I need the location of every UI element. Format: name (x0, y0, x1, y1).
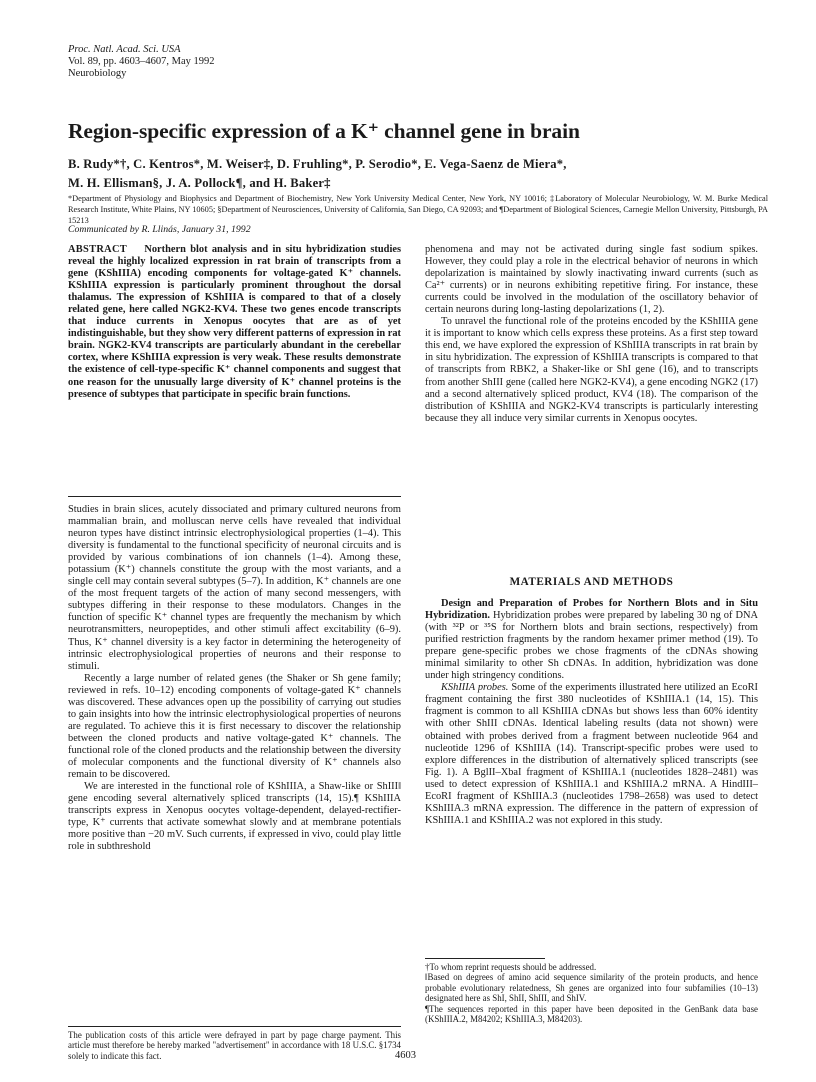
paper-title: Region-specific expression of a K⁺ channel gene in brain (68, 119, 580, 143)
methods-text-1: Hybridization probes were prepared by labeling 30 ng of DNA (with ³²P or ³⁵S for Northern blots and brain sections, respectively) from purified restriction fragments by the random hexamer primer method (19). To prepare gene-specific probes we chose fragments of the cDNAs showing minimal similarity to other Sh cDNAs. In addition, hybridization was done under high stringency conditions. (425, 610, 758, 682)
publication-note-divider (68, 1026, 401, 1027)
subheading-probes: Design and Preparation of Probes for Northern Blots and in Situ Hybridization. (425, 598, 758, 622)
affiliations: *Department of Physiology and Biophysics and Department of Biochemistry, New York University Medical Center, New York, NY 10016; ‡Laboratory of Molecular Neurobiology, W. M. Burke Medical Research Institute, White Plains, NY 10605; §Department of Neurosciences, University of California, San Diego, CA 92093; and ¶Department of Biological Sciences, Carnegie Mellon University, Pittsburgh, PA 15213 (68, 194, 768, 225)
author-line-1: B. Rudy*†, C. Kentros*, M. Weiser‡, D. Fruhling*, P. Serodio*, E. Vega-Saenz de Miera*, (68, 157, 567, 171)
methods-text-2: Some of the experiments illustrated here utilized an EcoRI fragment containing the first 380 nucleotides of KShIIIA.1 (14, 15). This fragment is common to all KShIIIA cDNAs but shows less than 60% identity with other ShIII cDNAs. Identical labeling results (data not shown) were obtained with probes derived from a fragment between nucleotide 964 and nucleotide 1296 of KShIIIA (14). Transcript-specific probes were used to explore differences in the distribution of alternatively spliced transcripts (see Fig. 1). A BglII–XbaI fragment of KShIIIA.1 (nucleotides 1828–2481) was used to detect expression of KShIIIA.1 and KShIIIA.2 mRNA. A HindIII–EcoRI fragment of KShIIIA.3 (nucleotides 1798–2658) was used to detect KShIIIA.3 mRNA expression. The difference in the pattern of expression of KShIIIA.1 and KShIIIA.2 was not explored in this study. (425, 682, 758, 826)
journal-header (68, 44, 215, 80)
footnotes (425, 962, 758, 1024)
footnote-3: ¶The sequences reported in this paper have been deposited in the GenBank data base (KShIIIA.2, M84202; KShIIIA.3, M84203). (425, 1003, 758, 1025)
publication-note: The publication costs of this article were defrayed in part by page charge payment. This article must therefore be hereby marked "advertisement" in accordance with 18 U.S.C. §1734 solely to indicate this fact. (68, 1030, 401, 1061)
intro-paragraph-2: Recently a large number of related genes (the Shaker or Sh gene family; reviewed in refs. 10–12) encoding components of voltage-gated K⁺ channels was discovered. These advances open up the possibility of carrying out studies to gain insights into how the intrinsic electrophysiological properties of neurons are regulated. To achieve this it is first necessary to discover the relationship between the cloned products and native voltage-gated K⁺ channels. The functional role of the cloned products and the relationship between the diversity of molecular components and the functional diversity of K⁺ channels also remain to be discovered. (68, 672, 401, 781)
abstract (68, 244, 401, 401)
journal-name: Proc. Natl. Acad. Sci. USA (68, 44, 181, 55)
left-column (68, 504, 401, 853)
intro-paragraph-5: To unravel the functional role of the proteins encoded by the KShIIIA gene it is important to know which cells express these proteins. As a first step toward this end, we have explored the expression of KShIIIA transcripts in rat brain by in situ hybridization. The expression of KShIIIA transcripts is compared to that of transcripts from RBK2, a Shaker-like or ShI gene (16), and to transcripts from another ShIII gene (called here NGK2-KV4), a gene encoding NGK2 (17) and a second alternatively spliced product, KV4 (18). The comparison of the distribution of KShIIIA and NGK2-KV4 transcripts is particularly interesting because they all induce very similar currents in Xenopus oocytes. (425, 316, 758, 424)
intro-paragraph-4: phenomena and may not be activated during single fast sodium spikes. However, they could play a role in the electrical behavior of neurons in which depolarization is maintained by slowly inactivating inward currents (such as Ca²⁺ currents) or in neurons exhibiting repetitive firing. For instance, these currents could be involved in the modulation of the oscillatory behavior of certain neurons during long-lasting depolarizations (1, 2). (425, 244, 758, 316)
methods-paragraph-1 (425, 598, 758, 682)
right-column-methods (425, 598, 758, 827)
abstract-divider (68, 496, 401, 497)
intro-paragraph-1: Studies in brain slices, acutely dissociated and primary cultured neurons from mammalian brain, and molluscan nerve cells have revealed that individual neuron types have distinct intrinsic electrophysiological properties (1–4). This diversity is fundamental to the functional specificity of neuronal circuits and is provided by various combinations of ion channels (1–4). Among these, potassium (K⁺) channels constitute the group with the most variants, and a single cell may contain several subtypes (5–7). In addition, K⁺ channels are one of the most frequent targets of the action of many second messengers, with subtypes differing in their response to these modulators. Changes in the function of specific K⁺ channel types are frequently the mechanism by which neurotransmitters, neuropeptides, and other stimuli affect excitability (6–9). Thus, K⁺ channel diversity is a key factor in determining the heterogeneity of intrinsic electrophysiological properties of neurons and their response to stimuli. (68, 504, 401, 672)
footnote-1: †To whom reprint requests should be addressed. (425, 962, 597, 972)
footnote-divider (425, 958, 545, 959)
right-column-top (425, 244, 758, 425)
abstract-text: Northern blot analysis and in situ hybridization studies reveal the highly localized expression in rat brain of transcripts from a gene (KShIIIA) encoding components for voltage-gated K⁺ channels. KShIIIA expression is particularly prominent throughout the dorsal thalamus. The expression of KShIIIA is compared to that of a closely related gene, here called NGK2-KV4. These two genes encode transcripts that induce currents in Xenopus oocytes that are as of yet indistinguishable, but they show very different patterns of expression in rat brain. NGK2-KV4 transcripts are particularly abundant in the cerebellar cortex, where KShIIIA expression is very weak. These results demonstrate the existence of cell-type-specific K⁺ channel components and suggest that one reason for the unusually large diversity of K⁺ channel proteins is the presence of subtypes that participate in specific brain functions. (68, 244, 402, 400)
intro-paragraph-3: We are interested in the functional role of KShIIIA, a Shaw-like or ShIII‖ gene encoding several alternatively spliced transcripts (14, 15).¶ KShIIIA transcripts express in Xenopus oocytes voltage-dependent, delayed-rectifier-type, K⁺ currents that activate somewhat slowly and at membrane potentials more positive than −20 mV. Such currents, if expressed in vivo, could play little role in subthreshold (68, 781, 401, 853)
communicated-by: Communicated by R. Llinás, January 31, 1992 (68, 224, 251, 235)
author-list (68, 155, 768, 192)
author-line-2: M. H. Ellisman§, J. A. Pollock¶, and H. Baker‡ (68, 175, 331, 190)
methods-paragraph-2 (425, 682, 758, 827)
abstract-label: ABSTRACT (68, 244, 127, 255)
subheading-kshiiia-probes: KShIIIA probes. (441, 682, 509, 694)
section-heading-methods: MATERIALS AND METHODS (509, 576, 674, 588)
page-number: 4603 (395, 1050, 416, 1061)
footnote-2: ‖Based on degrees of amino acid sequence similarity of the protein products, and hence probable evolutionary relatedness, Sh genes are organized into four subfamilies (10–13) designated here as ShI, ShII, ShIII, and ShIV. (425, 972, 758, 1004)
journal-section: Neurobiology (68, 68, 127, 79)
journal-volume: Vol. 89, pp. 4603–4607, May 1992 (68, 56, 215, 67)
